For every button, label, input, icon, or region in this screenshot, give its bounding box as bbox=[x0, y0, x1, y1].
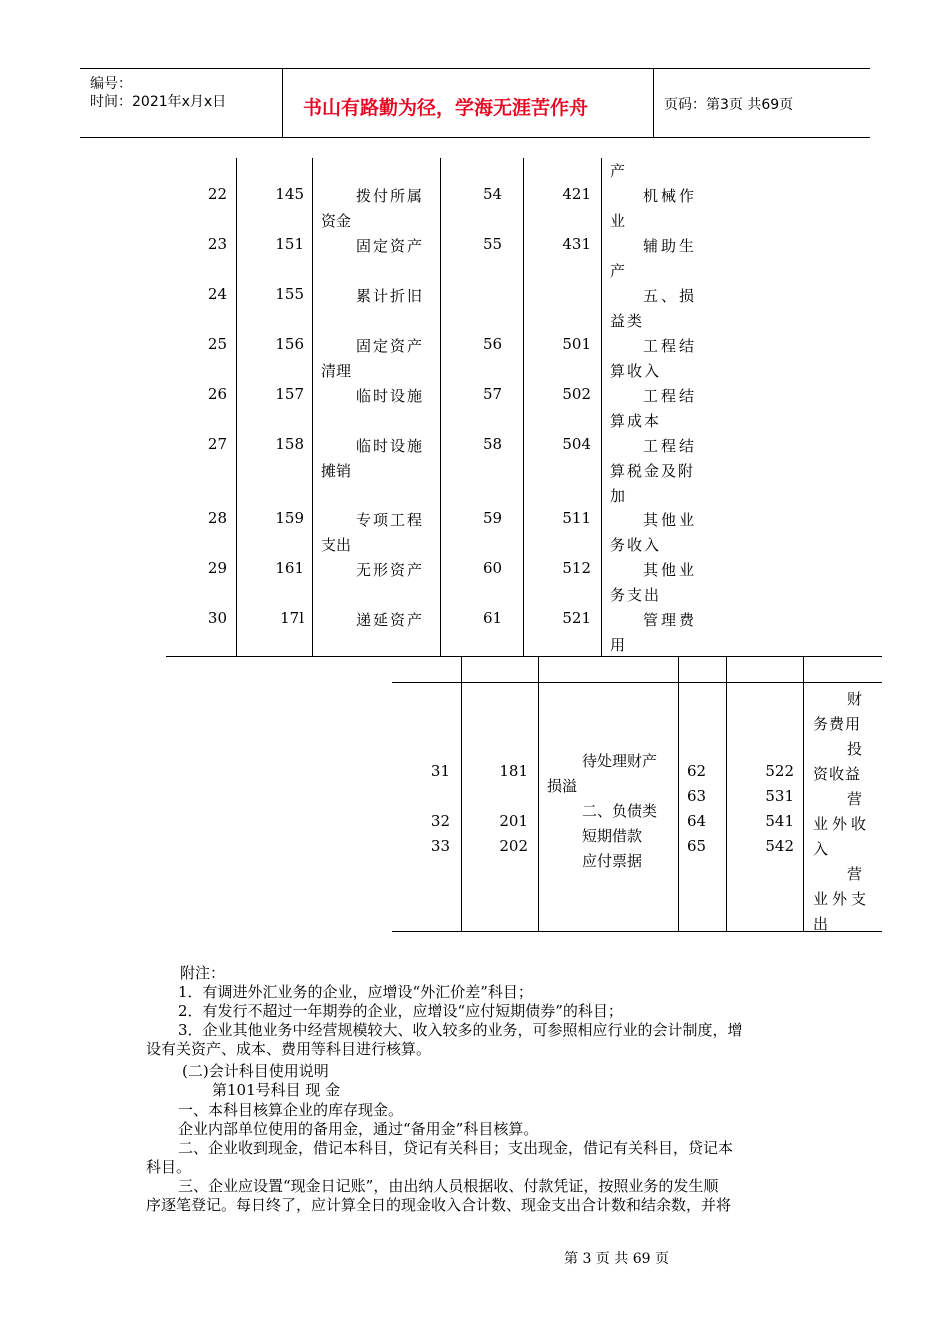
table-rule bbox=[392, 682, 882, 683]
table-rule bbox=[440, 158, 441, 656]
table-cell: 出 bbox=[813, 915, 829, 933]
table-cell: 营 bbox=[847, 790, 863, 808]
table-cell: 短期借款 bbox=[582, 827, 643, 845]
code-label: 编号： bbox=[90, 76, 132, 92]
table-rule bbox=[312, 158, 313, 656]
table-cell: 固定资产 bbox=[356, 237, 425, 255]
table-cell: 542 bbox=[765, 837, 794, 855]
table-cell: 业外支 bbox=[813, 890, 871, 908]
table-cell: 28 bbox=[207, 509, 227, 527]
table-cell: 入 bbox=[813, 840, 829, 858]
table-cell: 算收入 bbox=[610, 362, 662, 380]
table-cell: 501 bbox=[562, 335, 591, 353]
table-cell: 财 bbox=[847, 690, 863, 708]
table-cell: 522 bbox=[765, 762, 794, 780]
table-cell: 24 bbox=[207, 285, 227, 303]
note-3-cont: 设有关资产、成本、费用等科目进行核算。 bbox=[146, 1040, 432, 1058]
table-cell: 资金 bbox=[321, 212, 352, 230]
table-cell: 辅助生 bbox=[643, 237, 698, 255]
table-cell: 应付票据 bbox=[582, 852, 643, 870]
table-cell: 拨付所属 bbox=[356, 187, 425, 205]
table-cell: 181 bbox=[499, 762, 528, 780]
table-cell: 64 bbox=[687, 812, 707, 830]
table-cell: 22 bbox=[207, 185, 227, 203]
table-cell: 32 bbox=[430, 812, 450, 830]
table-cell: 营 bbox=[847, 865, 863, 883]
table-cell: 156 bbox=[275, 335, 304, 353]
table-cell: 机械作 bbox=[643, 187, 698, 205]
paragraph: 三、企业应设置“现金日记账”，由出纳人员根据收、付款凭证，按照业务的发生顺 bbox=[178, 1177, 719, 1195]
table-cell: 62 bbox=[687, 762, 707, 780]
table-cell: 清理 bbox=[321, 362, 352, 380]
table-cell: 56 bbox=[483, 335, 503, 353]
page-header bbox=[80, 68, 870, 138]
table-cell: 33 bbox=[430, 837, 450, 855]
table-rule bbox=[678, 656, 679, 931]
table-rule bbox=[538, 656, 539, 931]
table-cell: 务费用 bbox=[813, 715, 862, 733]
table-cell: 25 bbox=[207, 335, 227, 353]
table-cell: 157 bbox=[275, 385, 304, 403]
subject-title: 第101号科目 现 金 bbox=[212, 1081, 341, 1099]
table-cell: 202 bbox=[499, 837, 528, 855]
table-cell: 待处理财产 bbox=[582, 752, 658, 770]
note-1: 1．有调进外汇业务的企业，应增设“外汇价差”科目； bbox=[178, 983, 533, 1001]
date-label: 时间：2021年x月x日 bbox=[90, 94, 227, 110]
table-cell: 55 bbox=[483, 235, 503, 253]
table-cell: 累计折旧 bbox=[356, 287, 425, 305]
table-cell: 155 bbox=[275, 285, 304, 303]
table-cell: 固定资产 bbox=[356, 337, 425, 355]
table-rule bbox=[392, 931, 882, 932]
paragraph: 一、本科目核算企业的库存现金。 bbox=[178, 1101, 404, 1119]
section-title: (二)会计科目使用说明 bbox=[182, 1062, 329, 1080]
table-cell: 二、负债类 bbox=[582, 802, 658, 820]
table-cell: 投 bbox=[847, 740, 863, 758]
table-rule bbox=[601, 158, 602, 656]
table-cell: 17l bbox=[280, 609, 304, 627]
table-cell: 521 bbox=[562, 609, 591, 627]
table-cell: 产 bbox=[610, 162, 626, 180]
table-cell: 59 bbox=[483, 509, 503, 527]
table-cell: 201 bbox=[499, 812, 528, 830]
page-label: 页码：第3页 共69页 bbox=[664, 97, 794, 113]
table-cell: 业 bbox=[610, 212, 628, 230]
table-cell: 益类 bbox=[610, 312, 645, 330]
table-cell: 511 bbox=[562, 509, 591, 527]
paragraph: 二、企业收到现金，借记本科目，贷记有关科目；支出现金，借记有关科目，贷记本 bbox=[178, 1139, 734, 1157]
table-cell: 务支出 bbox=[610, 586, 662, 604]
table-cell: 31 bbox=[430, 762, 450, 780]
table-rule bbox=[166, 656, 882, 657]
table-cell: 专项工程 bbox=[356, 511, 425, 529]
paragraph: 企业内部单位使用的备用金，通过“备用金”科目核算。 bbox=[178, 1120, 539, 1138]
table-cell: 27 bbox=[207, 435, 227, 453]
table-cell: 摊销 bbox=[321, 462, 352, 480]
table-cell: 161 bbox=[275, 559, 304, 577]
table-cell: 431 bbox=[562, 235, 591, 253]
paragraph: 序逐笔登记。每日终了，应计算全日的现金收入合计数、现金支出合计数和结余数，并将 bbox=[146, 1196, 732, 1214]
table-cell: 502 bbox=[562, 385, 591, 403]
table-cell: 61 bbox=[483, 609, 503, 627]
table-cell: 26 bbox=[207, 385, 227, 403]
table-cell: 产 bbox=[610, 262, 628, 280]
table-cell: 512 bbox=[562, 559, 591, 577]
table-cell: 资收益 bbox=[813, 765, 862, 783]
note-3: 3．企业其他业务中经营规模较大、收入较多的业务，可参照相应行业的会计制度，增 bbox=[178, 1021, 743, 1039]
table-cell: 151 bbox=[275, 235, 304, 253]
table-cell: 63 bbox=[687, 787, 707, 805]
table-cell: 递延资产 bbox=[356, 611, 425, 629]
table-cell: 工程结 bbox=[643, 437, 698, 455]
table-cell: 业外收 bbox=[813, 815, 871, 833]
notes-title: 附注： bbox=[180, 964, 226, 982]
table-cell: 60 bbox=[483, 559, 503, 577]
table-cell: 504 bbox=[562, 435, 591, 453]
table-cell: 无形资产 bbox=[356, 561, 425, 579]
table-cell: 58 bbox=[483, 435, 503, 453]
table-cell: 30 bbox=[207, 609, 227, 627]
table-rule bbox=[726, 656, 727, 931]
motto: 书山有路勤为径，学海无涯苦作舟 bbox=[303, 97, 589, 119]
table-cell: 工程结 bbox=[643, 387, 698, 405]
table-cell: 五、损 bbox=[643, 287, 698, 305]
table-cell: 用 bbox=[610, 636, 628, 654]
table-cell: 临时设施 bbox=[356, 387, 425, 405]
table-cell: 145 bbox=[275, 185, 304, 203]
table-cell: 23 bbox=[207, 235, 227, 253]
table-cell: 421 bbox=[562, 185, 591, 203]
table-rule bbox=[236, 158, 237, 656]
note-2: 2．有发行不超过一年期券的企业，应增设“应付短期债券”的科目； bbox=[178, 1002, 623, 1020]
table-cell: 工程结 bbox=[643, 337, 698, 355]
table-cell: 加 bbox=[610, 487, 626, 505]
table-cell: 158 bbox=[275, 435, 304, 453]
table-cell: 损溢 bbox=[547, 777, 578, 795]
table-cell: 算成本 bbox=[610, 412, 662, 430]
table-cell: 支出 bbox=[321, 536, 352, 554]
table-cell: 159 bbox=[275, 509, 304, 527]
table-cell: 57 bbox=[483, 385, 503, 403]
table-cell: 其他业 bbox=[643, 511, 698, 529]
table-cell: 541 bbox=[765, 812, 794, 830]
table-cell: 531 bbox=[765, 787, 794, 805]
header-motto-cell bbox=[283, 69, 654, 137]
table-rule bbox=[461, 656, 462, 931]
page-footer: 第 3 页 共 69 页 bbox=[564, 1251, 669, 1267]
table-cell: 临时设施 bbox=[356, 437, 425, 455]
table-cell: 其他业 bbox=[643, 561, 698, 579]
table-cell: 54 bbox=[483, 185, 503, 203]
paragraph: 科目。 bbox=[146, 1158, 192, 1176]
table-cell: 算税金及附 bbox=[610, 462, 696, 480]
table-cell: 管理费 bbox=[643, 611, 698, 629]
table-rule bbox=[523, 158, 524, 656]
header-page-cell bbox=[654, 69, 870, 137]
table-cell: 务收入 bbox=[610, 536, 662, 554]
table-rule bbox=[803, 656, 804, 931]
header-meta-cell bbox=[80, 69, 283, 137]
table-cell: 65 bbox=[687, 837, 707, 855]
table-cell: 29 bbox=[207, 559, 227, 577]
